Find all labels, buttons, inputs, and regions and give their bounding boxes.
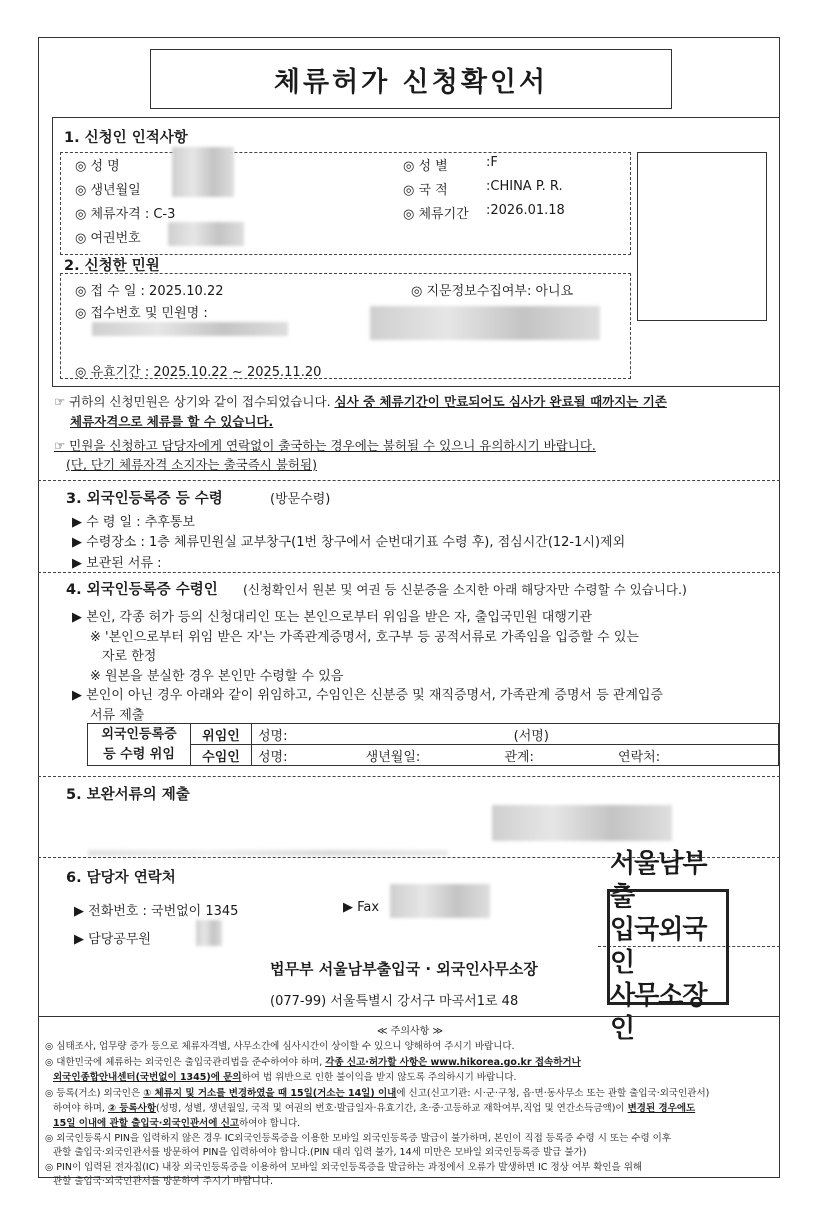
nationality-value: :CHINA P. R.	[486, 179, 563, 194]
divider-3	[38, 480, 780, 481]
phone-number: ▶ 전화번호 : 국번없이 1345	[74, 904, 239, 919]
delegation-table	[87, 723, 779, 766]
divider-4	[38, 572, 780, 573]
recipient-line-6: 서류 제출	[90, 708, 145, 723]
receipt-date: ◎ 접 수 일 : 2025.10.22	[75, 284, 224, 299]
redacted-officer	[196, 920, 222, 946]
notice-2-cont: 외국인종합안내센터(국번없이 1345)에 문의하여 법 위반으로 인한 불이익을 받지 않도록 주의하시기 바랍니다.	[53, 1072, 517, 1083]
section6-heading: 6. 담당자 연락처	[66, 870, 176, 886]
gender-value: :F	[486, 155, 498, 170]
fax-label: ▶ Fax	[343, 900, 380, 915]
delegatee-relation-label: 관계:	[504, 749, 534, 765]
delegatee-contact-label: 연락처:	[618, 749, 661, 765]
redacted-supplement	[492, 805, 672, 841]
note-1: ☞ 귀하의 신청민원은 상기와 같이 접수되었습니다. 심사 중 체류기간이 만료되어도 심사가 완료될 때까지는 기존	[54, 394, 667, 409]
delegator-name-label: 성명:	[258, 728, 288, 744]
section2-heading: 2. 신청한 민원	[64, 258, 160, 274]
recipient-line-5: ▶ 본인이 아닌 경우 아래와 같이 위임하고, 수임인은 신분증 및 재직증명서, 가족관계 증명서 등 관계입증	[72, 688, 663, 703]
redacted-name	[172, 147, 234, 197]
divider-5	[38, 776, 780, 777]
notice-3-cont2: 15일 이내에 관할 출입국·외국인관서에 신고하여야 합니다.	[53, 1118, 301, 1129]
notice-4-cont: 관할 출입국·외국인관서를 방문하여 PIN을 입력하여야 합니다.(PIN 대리 입력 불가, 14세 미만은 모바일 외국인등록증 발급 불가)	[53, 1147, 587, 1158]
redacted-supplement-line	[88, 850, 448, 856]
delegatee-name-label: 성명:	[258, 749, 288, 765]
recipient-line-4: ※ 원본을 분실한 경우 본인만 수령할 수 있음	[90, 669, 344, 684]
recipient-line-3: 자로 한정	[102, 649, 157, 664]
note-2: ☞ 민원을 신청하고 담당자에게 연락없이 출국하는 경우에는 불허될 수 있으니 유의하시기 바랍니다.	[54, 438, 596, 453]
notice-4: ◎ 외국인등록시 PIN을 입력하지 않은 경우 IC외국인등록증을 이용한 모바일 외국인등록증 발급이 불가하며, 본인이 직접 등록증 수령 시 또는 수령 이후	[45, 1133, 672, 1144]
gender-label: ◎ 성 별	[403, 159, 448, 174]
delegator-sign-label: (서명)	[513, 728, 549, 744]
officer-label: ▶ 담당공무원	[74, 932, 151, 947]
office-name: 법무부 서울남부출입국 · 외국인사무소장	[270, 960, 538, 978]
official-seal: 서울남부출 입국외국인 사무소장인	[607, 889, 729, 1005]
name-label: ◎ 성 명	[75, 159, 120, 174]
note-1-cont: 체류자격으로 체류를 할 수 있습니다.	[70, 414, 274, 429]
notice-5-cont: 관할 출입국·외국인관서를 방문하여 주시기 바랍니다.	[53, 1176, 274, 1187]
notice-3-cont: 하여야 하며, ② 등록사항(성명, 성별, 생년월일, 국적 및 여권의 번호·발급일자·유효기간, 초·중·고등하교 재학여부,직업 및 연간소득금액)이 변경된 경우에도	[53, 1103, 696, 1114]
passport-label: ◎ 여권번호	[75, 231, 141, 246]
redacted-application-name	[370, 306, 600, 340]
delegatee-role: 수임인	[191, 745, 252, 766]
section5-heading: 5. 보완서류의 제출	[66, 787, 190, 803]
photo-box	[637, 152, 767, 321]
delegatee-row[interactable]	[252, 745, 779, 766]
section4-heading: 4. 외국인등록증 수령인	[66, 582, 218, 598]
nationality-label: ◎ 국 적	[403, 183, 448, 198]
section3-sub: (방문수령)	[270, 492, 331, 507]
notice-1: ◎ 심태조사, 업무량 증가 등으로 체류자격별, 사무소간에 심사시간이 상이할 수 있으니 양해하여 주시기 바랍니다.	[45, 1041, 515, 1052]
recipient-line-1: ▶ 본인, 각종 허가 등의 신청대리인 또는 본인으로부터 위임을 받은 자, 출입국민원 대행기관	[72, 610, 592, 625]
recipient-line-2: ※ '본인으로부터 위임 받은 자'는 가족관계증명서, 호구부 등 공적서류로 가족임을 입증할 수 있는	[90, 630, 639, 645]
delegator-row[interactable]	[252, 724, 779, 745]
fingerprint-status: ◎ 지문정보수집여부: 아니요	[411, 284, 574, 299]
dob-label: ◎ 생년월일	[75, 183, 141, 198]
status-label: ◎ 체류자격 : C-3	[75, 207, 176, 222]
redacted-passport	[168, 222, 244, 246]
notice-box	[38, 1016, 780, 1187]
notice-3: ◎ 등록(거소) 외국인은 ① 체류지 및 거소를 변경하였을 때 15일(거소는 14일) 이내에 신고(신고기관: 시·군·구청, 읍·면·동사무소 또는 관할 출입국·외국인관서)	[45, 1088, 710, 1099]
validity-period: ◎ 유효기간 : 2025.10.22 ~ 2025.11.20	[75, 365, 322, 380]
section4-sub: (신청확인서 원본 및 여권 등 신분증을 소지한 아래 해당자만 수령할 수 있습니다.)	[243, 582, 687, 597]
note-2-cont: (단, 단기 체류자격 소지자는 출국즉시 불허됨)	[66, 457, 317, 472]
redacted-fax	[390, 884, 490, 918]
redacted-receipt-number	[92, 322, 288, 336]
stay-period-value: :2026.01.18	[486, 203, 565, 218]
section3-heading: 3. 외국인등록증 등 수령	[66, 491, 223, 507]
notice-5: ◎ PIN이 입력된 전자칩(IC) 내장 외국인등록증을 이용하여 모바일 외국인등록증을 발급하는 과정에서 오류가 발생하면 IC 정상 여부 확인을 위해	[45, 1162, 643, 1173]
delegator-role: 위임인	[191, 724, 252, 745]
title-box	[150, 49, 672, 109]
delegatee-dob-label: 생년월일:	[365, 749, 421, 765]
delegation-header: 외국인등록증 등 수령 위임	[88, 724, 191, 766]
notice-2: ◎ 대한민국에 체류하는 외국인은 출입국관리법을 준수하여야 하며, 각종 신고·허가할 사항은 www.hikorea.go.kr 접속하거나	[45, 1057, 581, 1068]
notice-heading: ≪ 주의사항 ≫	[377, 1026, 443, 1037]
document-title: 체류허가 신청확인서	[273, 66, 549, 98]
stay-period-label: ◎ 체류기간	[403, 207, 469, 222]
section1-heading: 1. 신청인 인적사항	[64, 130, 188, 146]
office-address: (077-99) 서울특별시 강서구 마곡서1로 48	[270, 994, 519, 1009]
receipt-number-label: ◎ 접수번호 및 민원명 :	[75, 306, 208, 321]
pickup-place: ▶ 수령장소 : 1층 체류민원실 교부창구(1번 창구에서 순번대기표 수령 후), 점심시간(12-1시)제외	[72, 535, 626, 550]
stored-documents: ▶ 보관된 서류 :	[72, 556, 162, 571]
pickup-date: ▶ 수 령 일 : 추후통보	[72, 515, 195, 530]
